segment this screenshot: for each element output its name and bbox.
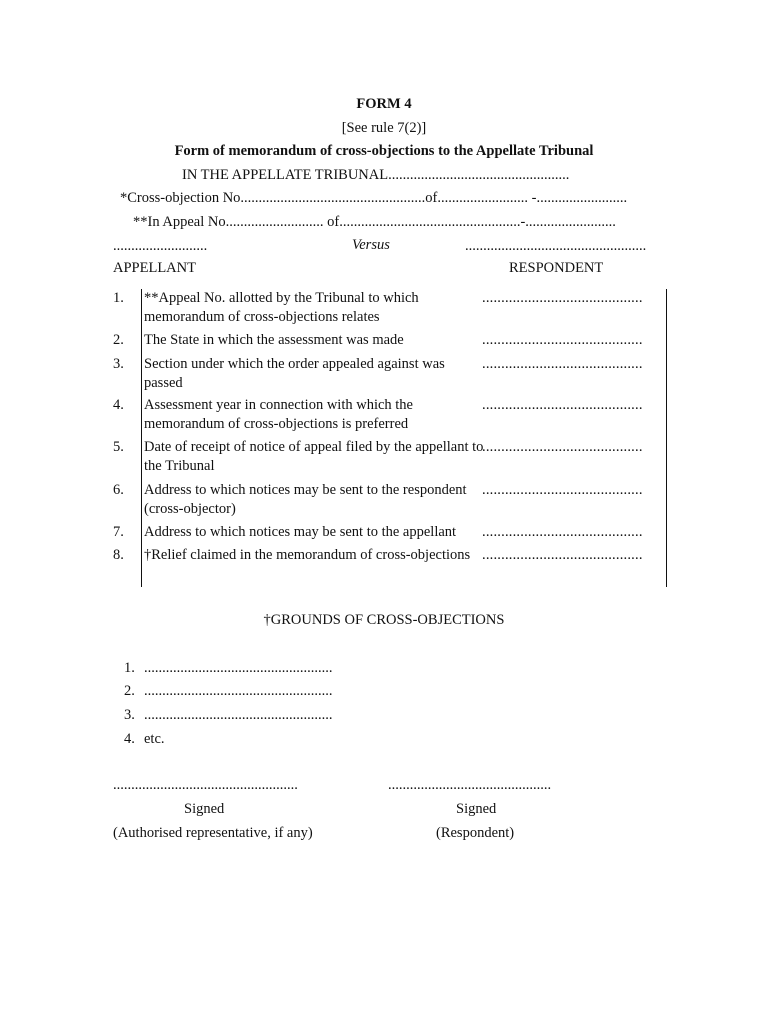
respondent-label: RESPONDENT	[509, 260, 604, 276]
ground-number: 4.	[124, 731, 135, 747]
item-fill-dots: ..........................................	[482, 524, 643, 540]
item-fill-dots: ..........................................	[482, 547, 643, 563]
item-number: 3.	[113, 356, 124, 372]
item-fill-dots: ..........................................	[482, 397, 643, 413]
item-fill-dots: ..........................................	[482, 482, 643, 498]
item-text: †Relief claimed in the memorandum of cross-objections	[144, 547, 471, 563]
ground-text: ....................................................	[144, 660, 333, 676]
ground-text: ....................................................	[144, 707, 333, 723]
grounds-heading: †GROUNDS OF CROSS-OBJECTIONS	[263, 612, 505, 628]
appellant-dots: ..........................	[113, 238, 208, 254]
table-right-border	[666, 289, 667, 587]
respondent-dots: ..................................................	[465, 238, 647, 254]
appellant-label: APPELLANT	[113, 260, 196, 276]
item-text: Address to which notices may be sent to the respondent (cross-objector)	[144, 482, 467, 517]
caption-respondent: (Respondent)	[436, 825, 515, 841]
item-fill-dots: ..........................................	[482, 332, 643, 348]
item-text: The State in which the assessment was made	[144, 332, 404, 348]
item-text: Address to which notices may be sent to the appellant	[144, 524, 457, 540]
item-number: 6.	[113, 482, 124, 498]
item-text: **Appeal No. allotted by the Tribunal to which memorandum of cross-objections relates	[144, 290, 419, 325]
rule-reference: [See rule 7(2)]	[341, 120, 427, 136]
signature-line-respondent: .............................................	[388, 777, 552, 793]
item-number: 2.	[113, 332, 124, 348]
versus-label: Versus	[352, 237, 390, 253]
tribunal-line: IN THE APPELLATE TRIBUNAL..................................................	[182, 167, 570, 183]
ground-number: 3.	[124, 707, 135, 723]
ground-text: etc.	[144, 731, 165, 747]
item-text: Assessment year in connection with which the memorandum of cross-objections is preferred	[144, 397, 413, 432]
form-title: FORM 4	[356, 96, 412, 112]
item-text: Date of receipt of notice of appeal filed by the appellant to the Tribunal	[144, 439, 484, 474]
item-number: 5.	[113, 439, 124, 455]
item-number: 1.	[113, 290, 124, 306]
signature-line-representative: ...................................................	[113, 777, 298, 793]
ground-number: 1.	[124, 660, 135, 676]
form-description: Form of memorandum of cross-objections to the Appellate Tribunal	[174, 143, 594, 159]
ground-text: ....................................................	[144, 683, 333, 699]
signed-label-respondent: Signed	[456, 801, 497, 817]
item-fill-dots: ..........................................	[482, 439, 643, 455]
caption-representative: (Authorised representative, if any)	[113, 825, 313, 841]
table-inner-border	[141, 289, 142, 587]
item-fill-dots: ..........................................	[482, 290, 643, 306]
signed-label-representative: Signed	[184, 801, 225, 817]
item-number: 7.	[113, 524, 124, 540]
item-number: 8.	[113, 547, 124, 563]
item-number: 4.	[113, 397, 124, 413]
appeal-line: **In Appeal No........................... of..................................................-.........................	[133, 214, 616, 230]
item-text: Section under which the order appealed against was passed	[144, 356, 445, 391]
cross-objection-line: *Cross-objection No...................................................of......................... -.........................	[120, 190, 628, 206]
item-fill-dots: ..........................................	[482, 356, 643, 372]
ground-number: 2.	[124, 683, 135, 699]
